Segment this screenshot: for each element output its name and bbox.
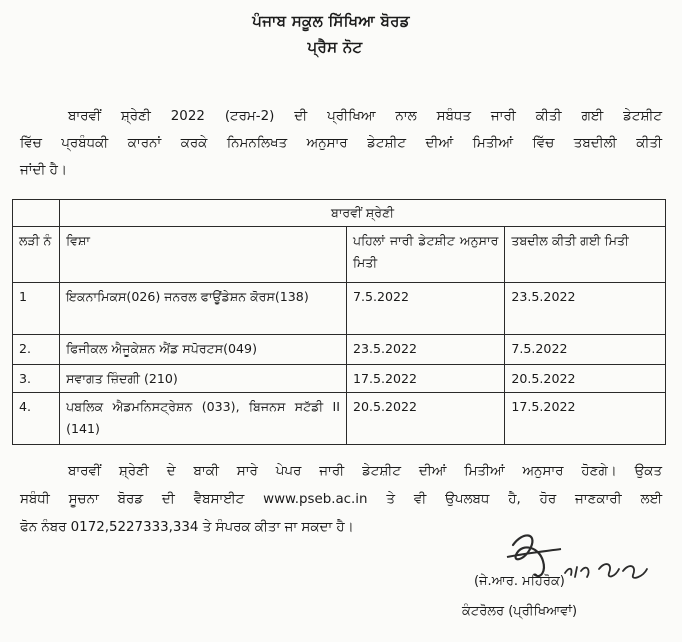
table-row bbox=[13, 365, 666, 393]
row-serial: 4. bbox=[13, 393, 60, 445]
row-subject: ਫਿਜੀਕਲ ਐਜੂਕੇਸ਼ਨ ਐਂਡ ਸਪੋਰਟਸ(049) bbox=[60, 335, 347, 365]
table-row bbox=[13, 283, 666, 335]
row-subject: ਪਬਲਿਕ ਐਡਮਨਿਸਟ੍ਰੇਸ਼ਨ (033), ਬਿਜਨਸ ਸਟੱਡੀ II (141) bbox=[60, 393, 347, 445]
table-group-header: ਬਾਰਵੀਂ ਸ਼੍ਰੇਣੀ bbox=[60, 200, 666, 227]
board-name: ਪੰਜਾਬ ਸਕੂਲ ਸਿੱਖਿਆ ਬੋਰਡ bbox=[252, 12, 410, 30]
page-title: ਪ੍ਰੈਸ ਨੋਟ bbox=[307, 38, 363, 56]
row-previous-date: 17.5.2022 bbox=[346, 365, 504, 393]
column-header-serial: ਲੜੀ ਨੰ bbox=[13, 227, 60, 283]
signatory-designation: ਕੰਟਰੋਲਰ (ਪ੍ਰੀਖਿਆਵਾਂ) bbox=[462, 604, 578, 619]
intro-line-2: ਵਿੱਚ ਪ੍ਰਬੰਧਕੀ ਕਾਰਨਾਂ ਕਰਕੇ ਨਿਮਨਲਿਖਤ ਅਨੁਸਾਰ ਡੇਟਸ਼ੀਟ ਦੀਆਂ ਮਿਤੀਆਂ ਵਿੱਚ ਤਬਦੀਲੀ ਕੀਤੀ bbox=[20, 136, 662, 151]
row-previous-date: 7.5.2022 bbox=[346, 283, 504, 335]
intro-line-3: ਜਾਂਦੀ ਹੈ। bbox=[20, 163, 67, 178]
closing-line-2: ਸਬੰਧੀ ਸੂਚਨਾ ਬੋਰਡ ਦੀ ਵੈਬਸਾਈਟ www.pseb.ac.in ਤੇ ਵੀ ਉਪਲਬਧ ਹੈ, ਹੋਰ ਜਾਣਕਾਰੀ ਲਈ bbox=[20, 492, 662, 507]
column-header-changed-date: ਤਬਦੀਲ ਕੀਤੀ ਗਈ ਮਿਤੀ bbox=[505, 227, 666, 283]
row-subject: ਸਵਾਗਤ ਜ਼ਿੰਦਗੀ (210) bbox=[60, 365, 347, 393]
closing-line-1: ਬਾਰਵੀਂ ਸ਼੍ਰੇਣੀ ਦੇ ਬਾਕੀ ਸਾਰੇ ਪੇਪਰ ਜਾਰੀ ਡੇਟਸ਼ੀਟ ਦੀਆਂ ਮਿਤੀਆਂ ਅਨੁਸਾਰ ਹੋਣਗੇ। ਉਕਤ bbox=[68, 464, 662, 479]
row-previous-date: 23.5.2022 bbox=[346, 335, 504, 365]
row-serial: 2. bbox=[13, 335, 60, 365]
row-previous-date: 20.5.2022 bbox=[346, 393, 504, 445]
datesheet-change-table bbox=[12, 199, 666, 445]
table-row bbox=[13, 335, 666, 365]
table-header-row bbox=[13, 227, 666, 283]
row-changed-date: 20.5.2022 bbox=[505, 365, 666, 393]
row-serial: 3. bbox=[13, 365, 60, 393]
table-group-header-row bbox=[13, 200, 666, 227]
column-header-subject: ਵਿਸ਼ਾ bbox=[60, 227, 347, 283]
column-header-previous-date: ਪਹਿਲਾਂ ਜਾਰੀ ਡੇਟਸ਼ੀਟ ਅਨੁਸਾਰ ਮਿਤੀ bbox=[346, 227, 504, 283]
row-changed-date: 7.5.2022 bbox=[505, 335, 666, 365]
row-serial: 1 bbox=[13, 283, 60, 335]
intro-line-1: ਬਾਰਵੀਂ ਸ਼੍ਰੇਣੀ 2022 (ਟਰਮ-2) ਦੀ ਪ੍ਰੀਖਿਆ ਨਾਲ ਸਬੰਧਤ ਜਾਰੀ ਕੀਤੀ ਗਈ ਡੇਟਸ਼ੀਟ bbox=[68, 109, 662, 124]
row-subject: ਇਕਨਾਮਿਕਸ(026) ਜਨਰਲ ਫਾਊਂਡੇਸ਼ਨ ਕੋਰਸ(138) bbox=[60, 283, 347, 335]
table-row bbox=[13, 393, 666, 445]
closing-line-3: ਫੋਨ ਨੰਬਰ 0172,5227333,334 ਤੇ ਸੰਪਰਕ ਕੀਤਾ ਜਾ ਸਕਦਾ ਹੈ। bbox=[20, 520, 354, 535]
signatory-name: (ਜੇ.ਆਰ. ਮਹਿਰੋਕ) bbox=[474, 574, 565, 589]
row-changed-date: 23.5.2022 bbox=[505, 283, 666, 335]
row-changed-date: 17.5.2022 bbox=[505, 393, 666, 445]
